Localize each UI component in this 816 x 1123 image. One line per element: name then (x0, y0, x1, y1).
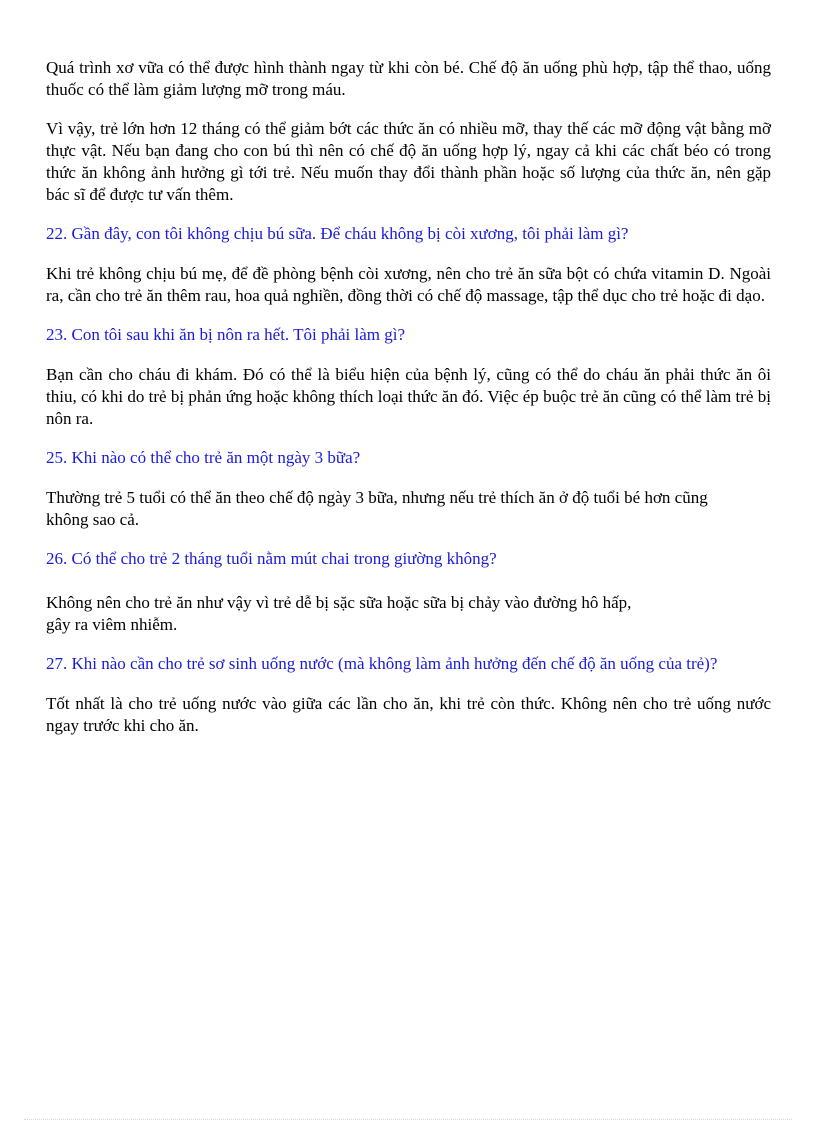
question-heading-22: 22. Gần đây, con tôi không chịu bú sữa. Để cháu không bị còi xương, tôi phải làm gì? (46, 224, 629, 243)
intro-paragraph-2: Vì vậy, trẻ lớn hơn 12 tháng có thể giảm bớt các thức ăn có nhiều mỡ, thay thế các mỡ động vật bằng mỡ thực vật. Nếu bạn đang cho con bú thì nên có chế độ ăn uống hợp lý, ngay cả khi các chất béo có trong thức ăn không ảnh hưởng gì tới trẻ. Nếu muốn thay đổi thành phần hoặc số lượng của thức ăn, nên gặp bác sĩ để được tư vấn thêm. (46, 119, 771, 204)
document-page (46, 57, 771, 737)
question-heading-26: 26. Có thể cho trẻ 2 tháng tuổi nằm mút chai trong giường không? (46, 549, 497, 568)
answer-paragraph-25: Thường trẻ 5 tuổi có thể ăn theo chế độ ngày 3 bữa, nhưng nếu trẻ thích ăn ở độ tuổi bé hơn cũng không sao cả. (46, 488, 708, 529)
question-heading-27: 27. Khi nào cần cho trẻ sơ sinh uống nước (mà không làm ảnh hưởng đến chế độ ăn uống của trẻ)? (46, 654, 718, 673)
page-bottom-divider (24, 1119, 792, 1120)
answer-paragraph-26: Không nên cho trẻ ăn như vậy vì trẻ dễ bị sặc sữa hoặc sữa bị chảy vào đường hô hấp, gây ra viêm nhiễm. (46, 593, 632, 634)
answer-paragraph-23: Bạn cần cho cháu đi khám. Đó có thể là biểu hiện của bệnh lý, cũng có thể do cháu ăn phải thức ăn ôi thiu, có khi do trẻ bị phản ứng hoặc không thích loại thức ăn đó. Việc ép buộc trẻ ăn cũng có thể làm trẻ bị nôn ra. (46, 365, 771, 428)
question-heading-23: 23. Con tôi sau khi ăn bị nôn ra hết. Tôi phải làm gì? (46, 325, 405, 344)
intro-paragraph-1: Quá trình xơ vữa có thể được hình thành ngay từ khi còn bé. Chế độ ăn uống phù hợp, tập thể thao, uống thuốc có thể làm giảm lượng mỡ trong máu. (46, 58, 771, 99)
answer-paragraph-22: Khi trẻ không chịu bú mẹ, để đề phòng bệnh còi xương, nên cho trẻ ăn sữa bột có chứa vitamin D. Ngoài ra, cần cho trẻ ăn thêm rau, hoa quả nghiền, đồng thời có chế độ massage, tập thể dục cho trẻ hoặc đi dạo. (46, 264, 771, 305)
answer-paragraph-27: Tốt nhất là cho trẻ uống nước vào giữa các lần cho ăn, khi trẻ còn thức. Không nên cho trẻ uống nước ngay trước khi cho ăn. (46, 694, 771, 735)
question-heading-25: 25. Khi nào có thể cho trẻ ăn một ngày 3 bữa? (46, 448, 361, 467)
